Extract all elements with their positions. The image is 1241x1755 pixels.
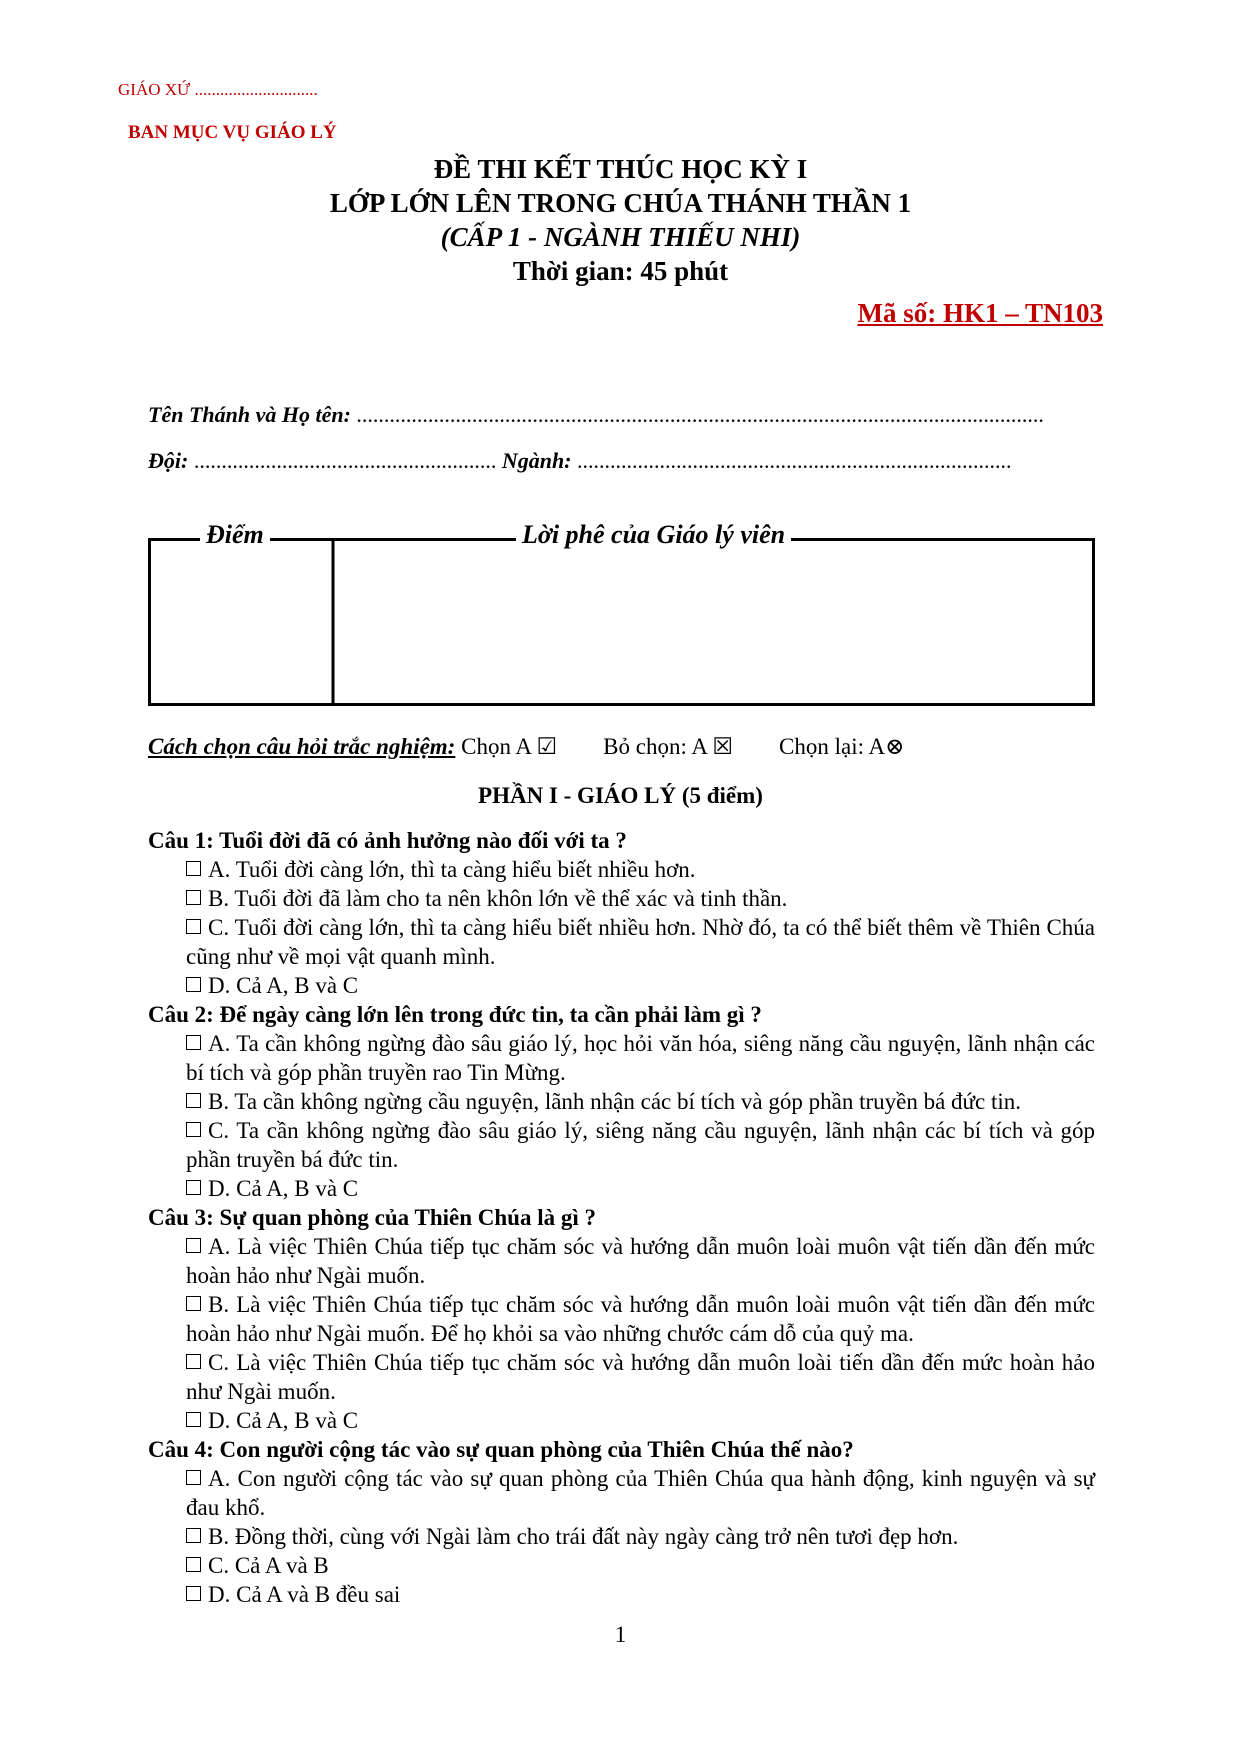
checkbox-icon[interactable] <box>186 1470 201 1485</box>
option-d[interactable] <box>148 971 1095 1000</box>
branch-dots: ............................................................................... <box>577 448 1012 473</box>
option-d[interactable] <box>148 1406 1095 1435</box>
option-text: B. Tuổi đời đã làm cho ta nên khôn lớn về thể xác và tinh thần. <box>208 886 788 911</box>
option-text: C. Tuổi đời càng lớn, thì ta càng hiểu biết nhiều hơn. Nhờ đó, ta có thể biết thêm về Thiên Chúa cũng như về mọi vật quanh mình. <box>186 915 1095 969</box>
class-title: LỚP LỚN LÊN TRONG CHÚA THÁNH THẦN 1 <box>329 188 912 218</box>
grade-box <box>148 538 1095 706</box>
option-c[interactable] <box>148 1348 1095 1406</box>
question-title: Câu 4: Con người cộng tác vào sự quan phòng của Thiên Chúa thế nào? <box>148 1437 854 1462</box>
question-title: Câu 3: Sự quan phòng của Thiên Chúa là gì ? <box>148 1205 596 1230</box>
section-title: PHẦN I - GIÁO LÝ (5 điểm) <box>478 783 763 808</box>
question-4 <box>148 1435 1095 1609</box>
time-label: Thời gian: 45 phút <box>512 256 729 286</box>
name-label: Tên Thánh và Họ tên: <box>148 402 351 427</box>
option-text: C. Ta cần không ngừng đào sâu giáo lý, siêng năng cầu nguyện, lãnh nhận các bí tích và góp phần truyền bá đức tin. <box>186 1118 1095 1172</box>
checkbox-icon[interactable] <box>186 1557 201 1572</box>
option-text: A. Tuổi đời càng lớn, thì ta càng hiểu biết nhiều hơn. <box>208 857 696 882</box>
option-text: B. Là việc Thiên Chúa tiếp tục chăm sóc và hướng dẫn muôn loài muôn vật tiến dần đến mức hoàn hảo như Ngài muốn. Để họ khỏi sa vào những chước cám dỗ của quỷ ma. <box>186 1292 1095 1346</box>
page-number: 1 <box>614 1622 627 1647</box>
option-b[interactable] <box>148 1522 1095 1551</box>
option-text: C. Là việc Thiên Chúa tiếp tục chăm sóc và hướng dẫn muôn loài tiến dần đến mức hoàn hảo như Ngài muốn. <box>186 1350 1095 1404</box>
unchoose-example: Bỏ chọn: A ☒ <box>603 734 734 759</box>
board-label: BAN MỤC VỤ GIÁO LÝ <box>128 122 337 143</box>
exam-title: ĐỀ THI KẾT THÚC HỌC KỲ I <box>433 154 808 184</box>
option-text: A. Ta cần không ngừng đào sâu giáo lý, học hỏi văn hóa, siêng năng cầu nguyện, lãnh nhận các bí tích và góp phần truyền rao Tin Mừng. <box>186 1031 1095 1085</box>
option-text: D. Cả A và B đều sai <box>208 1582 401 1607</box>
option-text: B. Ta cần không ngừng cầu nguyện, lãnh nhận các bí tích và góp phần truyền bá đức tin. <box>208 1089 1021 1114</box>
question-3 <box>148 1203 1095 1435</box>
option-a[interactable] <box>148 855 1095 884</box>
option-d[interactable] <box>148 1580 1095 1609</box>
team-label: Đội: <box>148 448 189 473</box>
checkbox-icon[interactable] <box>186 861 201 876</box>
comment-label: Lời phê của Giáo lý viên <box>516 520 791 550</box>
option-a[interactable] <box>148 1464 1095 1522</box>
checkbox-icon[interactable] <box>186 1035 201 1050</box>
option-b[interactable] <box>148 1087 1095 1116</box>
checkbox-icon[interactable] <box>186 1093 201 1108</box>
name-dots: ............................................................................................................................. <box>350 402 1044 427</box>
checkbox-icon[interactable] <box>186 1296 201 1311</box>
option-c[interactable] <box>148 1116 1095 1174</box>
option-a[interactable] <box>148 1232 1095 1290</box>
parish-label: GIÁO XỨ ............................. <box>118 80 318 99</box>
questions-list <box>148 826 1095 1609</box>
instructions-label: Cách chọn câu hỏi trắc nghiệm: <box>148 734 456 759</box>
option-text: C. Cả A và B <box>208 1553 329 1578</box>
choose-example: Chọn A ☑ <box>455 734 558 759</box>
option-b[interactable] <box>148 1290 1095 1348</box>
option-c[interactable] <box>148 913 1095 971</box>
question-title: Câu 1: Tuổi đời đã có ảnh hưởng nào đối với ta ? <box>148 828 627 853</box>
checkbox-icon[interactable] <box>186 1528 201 1543</box>
checkbox-icon[interactable] <box>186 977 201 992</box>
question-1 <box>148 826 1095 1000</box>
checkbox-icon[interactable] <box>186 1586 201 1601</box>
option-text: D. Cả A, B và C <box>208 1408 359 1433</box>
rechoose-example: Chọn lại: A⊗ <box>779 734 905 759</box>
option-a[interactable] <box>148 1029 1095 1087</box>
score-label: Điểm <box>200 520 270 550</box>
option-b[interactable] <box>148 884 1095 913</box>
checkbox-icon[interactable] <box>186 919 201 934</box>
name-field[interactable] <box>148 402 1044 428</box>
checkbox-icon[interactable] <box>186 890 201 905</box>
level-title: (CẤP 1 - NGÀNH THIẾU NHI) <box>440 222 801 252</box>
question-title: Câu 2: Để ngày càng lớn lên trong đức tin, ta cần phải làm gì ? <box>148 1002 762 1027</box>
option-text: A. Con người cộng tác vào sự quan phòng của Thiên Chúa qua hành động, kinh nguyện và sự đau khổ. <box>186 1466 1095 1520</box>
instructions <box>148 734 904 760</box>
team-branch-field[interactable] <box>148 448 1012 474</box>
option-text: D. Cả A, B và C <box>208 973 359 998</box>
option-text: D. Cả A, B và C <box>208 1176 359 1201</box>
checkbox-icon[interactable] <box>186 1180 201 1195</box>
checkbox-icon[interactable] <box>186 1412 201 1427</box>
checkbox-icon[interactable] <box>186 1238 201 1253</box>
question-2 <box>148 1000 1095 1203</box>
option-d[interactable] <box>148 1174 1095 1203</box>
option-text: A. Là việc Thiên Chúa tiếp tục chăm sóc và hướng dẫn muôn loài muôn vật tiến dần đến mức hoàn hảo như Ngài muốn. <box>186 1234 1095 1288</box>
team-dots: ....................................................... <box>188 448 497 473</box>
grade-box-frame <box>148 538 1095 706</box>
option-c[interactable] <box>148 1551 1095 1580</box>
exam-code: Mã số: HK1 – TN103 <box>857 298 1103 328</box>
option-text: B. Đồng thời, cùng với Ngài làm cho trái đất này ngày càng trở nên tươi đẹp hơn. <box>208 1524 959 1549</box>
branch-label: Ngành: <box>496 448 578 473</box>
checkbox-icon[interactable] <box>186 1354 201 1369</box>
checkbox-icon[interactable] <box>186 1122 201 1137</box>
